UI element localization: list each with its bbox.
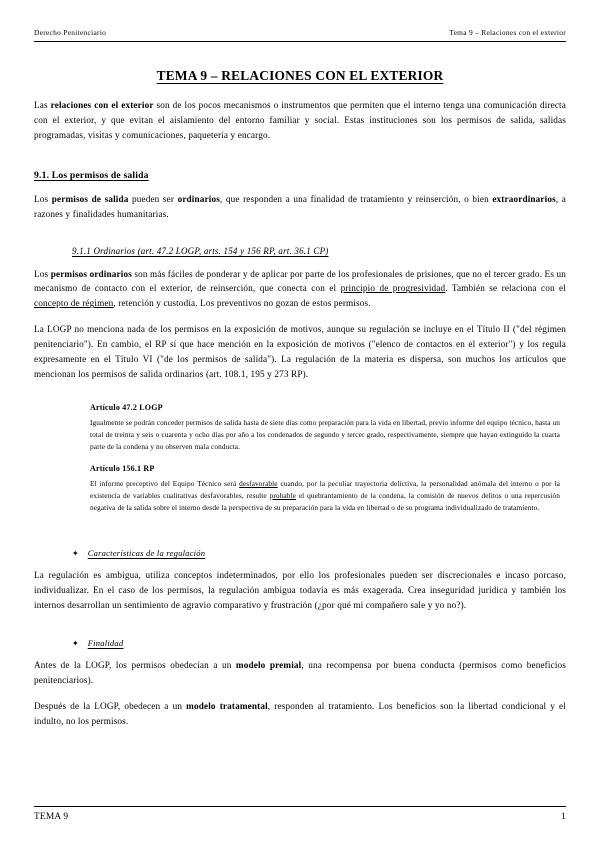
paragraph-modelo-tratamental bbox=[34, 699, 566, 729]
quote-body-47-2: Igualmente se podrán conceder permisos de salida hasta de siete días como preparación para la vida en libertad, previo informe del equipo técnico, hasta un total de treinta y seis o cuarenta y ocho días por año a los condenados de segundo y tercer grado, respectivamente, siempre que hayan extinguido la cuarta parte de la condena y no observen mala conducta. bbox=[90, 417, 560, 452]
p2-c: son más fáciles de ponderar y de aplicar por parte de los profesionales de prisiones, que no el tercer grado. Es un mecanismo de contacto con el exterior, de reinserción, que conecta con el bbox=[34, 268, 566, 294]
p2-b: permisos ordinarios bbox=[50, 268, 132, 279]
diamond-bullet-icon: ✦ bbox=[72, 549, 79, 559]
quote-block-articulo-47-2 bbox=[34, 403, 566, 525]
quote-title-156-1: Artículo 156.1 RP bbox=[90, 463, 155, 473]
page-spacer bbox=[34, 740, 566, 800]
bullet-finalidad-label: Finalidad bbox=[87, 638, 124, 649]
p1-d: ordinarios bbox=[177, 193, 220, 204]
subsection-heading-9-1-1: 9.1.1 Ordinarios (art. 47.2 LOGP, arts. 154 y 156 RP, art. 36.1 CP) bbox=[72, 245, 329, 256]
q2-a: El informe preceptivo del Equipo Técnico será bbox=[90, 478, 240, 488]
intro-paragraph bbox=[34, 98, 566, 143]
bullet-finalidad bbox=[34, 638, 566, 648]
q2-d-underlined: probable bbox=[269, 490, 296, 500]
paragraph-modelo-premial bbox=[34, 658, 566, 688]
footer-left-text: TEMA 9 bbox=[34, 812, 69, 822]
p1-f: extraordinarios bbox=[492, 193, 556, 204]
p2-f-underlined: concepto de régimen bbox=[34, 298, 114, 309]
page-header bbox=[34, 28, 566, 42]
quote-title-47-2: Artículo 47.2 LOGP bbox=[90, 402, 163, 412]
p5-c: , una recompensa por buena conducta (permisos como beneficios penitenciarios). bbox=[34, 660, 566, 685]
quote-body-156-1 bbox=[90, 478, 560, 515]
intro-text-a: Las bbox=[34, 100, 51, 110]
page-title: TEMA 9 – RELACIONES CON EL EXTERIOR bbox=[156, 68, 444, 83]
p5-a: Antes de la LOGP, los permisos obedecían a un bbox=[34, 660, 236, 671]
diamond-bullet-icon: ✦ bbox=[72, 639, 79, 649]
p2-a: Los bbox=[34, 268, 51, 279]
paragraph-logp-regulacion: La LOGP no menciona nada de los permisos en la exposición de motivos, aunque su regulación se incluye en el Título II ("del régimen penitenciario"). En cambio, el RP sí que hace mención en la exposición de motivos ("elenco de contactos en el exterior") y los regula expresamente en el Título VI ("de los permisos de salida"). La regulación de la materia es dispersa, son muchos los artículos que mencionan los permisos de salida ordinarios (art. 108.1, 195 y 273 RP). bbox=[34, 324, 566, 379]
p1-e: , que responden a una finalidad de tratamiento y reinserción, o bien bbox=[219, 193, 493, 204]
bullet-caracteristicas bbox=[34, 548, 566, 558]
q2-b-underlined: desfavorable bbox=[239, 478, 278, 488]
bullet-caracteristicas-label: Características de la regulación bbox=[87, 548, 206, 559]
paragraph-permisos-ordinarios bbox=[34, 267, 566, 312]
intro-text-c: son de los pocos mecanismos o instrumentos que permiten que el interno tenga una comunicación directa con el exterior, y que evitan el aislamiento del entorno familiar y social. Estas instituciones son los permisos de salida, salidas programadas, visitas y comunicaciones, paquetería y encargo. bbox=[34, 100, 566, 140]
intro-text-bold: relaciones con el exterior bbox=[50, 100, 154, 110]
p2-d-underlined: principio de progresividad bbox=[340, 283, 446, 294]
p2-e: . También se relaciona con el bbox=[445, 283, 566, 294]
paragraph-permisos-tipos bbox=[34, 192, 566, 222]
q2-e: el quebrantamiento de la condena, la comisión de nuevos delitos o una repercusión negativa de la salida sobre el interno desde la perspectiva de su preparación para la vida en libertad o de su programa individualizado de tratamiento. bbox=[90, 490, 560, 513]
p6-c: , responden al tratamiento. Los beneficios son la libertad condicional y el indulto, no los permisos. bbox=[34, 700, 566, 726]
paragraph-regulacion-ambigua: La regulación es ambigua, utiliza conceptos indeterminados, por ello los profesionales pueden ser discrecionales e incaso porcaso, individualizar. En el caso de los permisos, la regulación ambigua todavía es más exagerada. Crea inseguridad jurídica y también los internos desarrollan un sentimiento de agravio comparativo y frustración (¿por qué mi compañero sale y yo no?). bbox=[34, 570, 566, 611]
section-heading-9-1: 9.1. Los permisos de salida bbox=[34, 169, 149, 181]
p1-g: , a razones y finalidades humanitarias. bbox=[34, 193, 566, 219]
p2-g: , retención y custodia. Los preventivos no gozan de estos permisos. bbox=[113, 298, 371, 309]
p6-a: Después de la LOGP, obedecen a un bbox=[34, 700, 187, 711]
p6-b: modelo tratamental bbox=[186, 700, 268, 711]
p1-a: Los bbox=[34, 193, 52, 204]
p5-b: modelo premial bbox=[235, 660, 302, 671]
p1-c: pueden ser bbox=[128, 193, 178, 204]
header-right-text: Tema 9 – Relaciones con el exterior bbox=[449, 28, 566, 37]
page-footer bbox=[34, 806, 566, 822]
p1-b: permisos de salida bbox=[51, 193, 129, 204]
q2-c: cuando, por la peculiar trayectoria delictiva, la personalidad anómala del interno o por la existencia de variables cualitativas desfavorables, resulte bbox=[90, 478, 560, 500]
header-left-text: Derecho Penitenciario bbox=[34, 28, 107, 37]
page-number: 1 bbox=[561, 812, 566, 822]
